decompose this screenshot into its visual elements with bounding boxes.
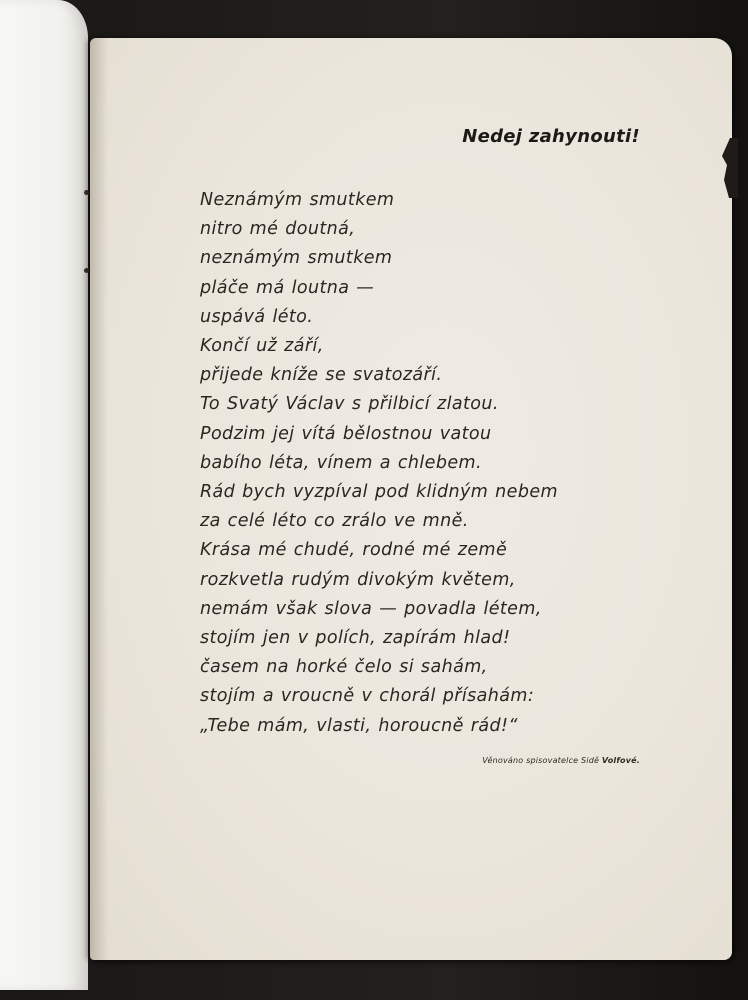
poem-line: za celé léto co zrálo ve mně.: [200, 511, 469, 532]
poem-line: babího léta, vínem a chlebem.: [200, 452, 482, 473]
binding-staple-top: [84, 190, 89, 195]
poem-page: [90, 38, 732, 960]
poem-line: „Tebe mám, vlasti, horoucně rád!“: [200, 715, 518, 736]
spine-shadow: [90, 38, 108, 960]
poem-line: Podzim jej vítá bělostnou vatou: [200, 423, 492, 444]
poem-body: [200, 186, 558, 741]
poem-title: Nedej zahynouti!: [462, 126, 640, 147]
poem-line: neznámým smutkem: [200, 248, 393, 269]
poem-line: stojím a vroucně v chorál přísahám:: [200, 686, 535, 707]
dedication-name: Volfové.: [601, 756, 640, 765]
left-facing-page: [0, 0, 88, 990]
page-edge-tear: [718, 138, 738, 198]
poem-line: nemám však slova — povadla létem,: [200, 598, 542, 619]
dedication-prefix: Věnováno spisovatelce Sidě: [482, 756, 600, 765]
poem-line: To Svatý Václav s přilbicí zlatou.: [200, 394, 499, 415]
dedication-note: [482, 756, 640, 765]
poem-line: Končí už září,: [200, 336, 324, 357]
poem-line: rozkvetla rudým divokým květem,: [200, 569, 516, 590]
poem-line: časem na horké čelo si sahám,: [200, 657, 488, 678]
poem-line: přijede kníže se svatozáří.: [200, 365, 443, 386]
poem-line: uspává léto.: [200, 306, 314, 327]
poem-line: Rád bych vyzpíval pod klidným nebem: [200, 482, 558, 503]
poem-line: nitro mé doutná,: [200, 219, 356, 240]
poem-line: Krása mé chudé, rodné mé země: [200, 540, 508, 561]
poem-line: stojím jen v polích, zapírám hlad!: [200, 628, 511, 649]
binding-staple-bottom: [84, 268, 89, 273]
poem-line: pláče má loutna —: [200, 277, 375, 298]
poem-line: Neznámým smutkem: [200, 190, 395, 210]
